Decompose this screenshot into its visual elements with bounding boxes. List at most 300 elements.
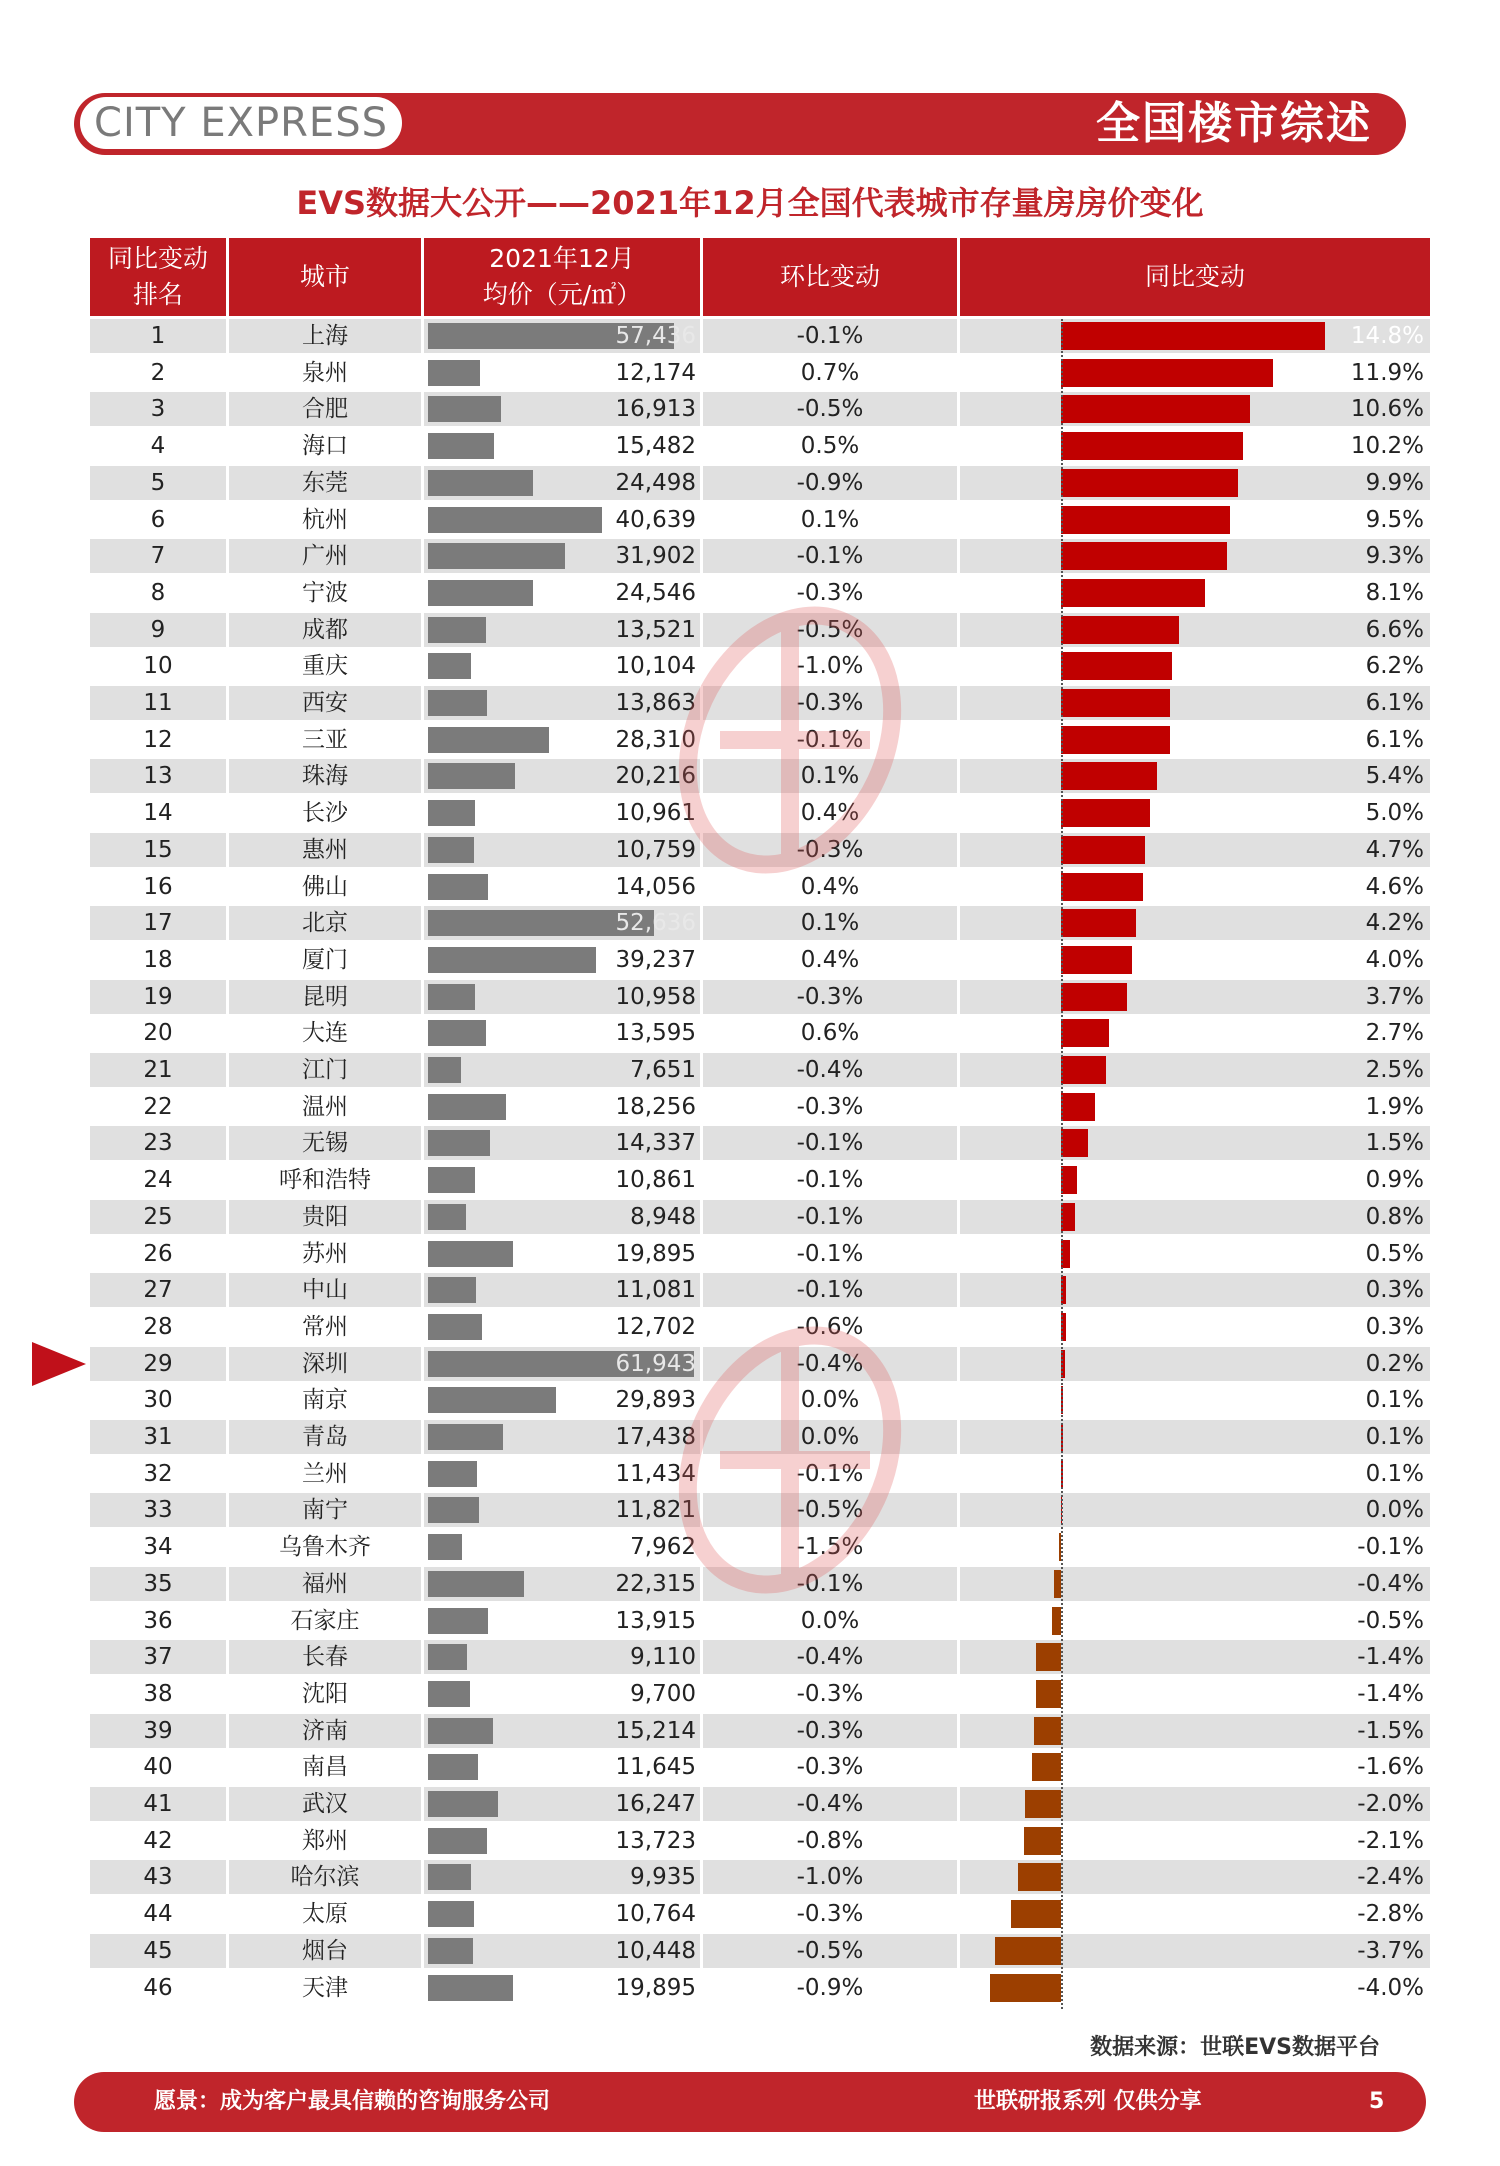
yoy-cell	[960, 1310, 1430, 1344]
city-cell: 中山	[229, 1273, 421, 1307]
city-cell: 济南	[229, 1714, 421, 1748]
col-mom	[703, 238, 957, 316]
yoy-value: 6.2%	[1365, 653, 1424, 680]
yoy-value: 8.1%	[1365, 579, 1424, 606]
yoy-cell	[960, 906, 1430, 940]
city-cell: 南京	[229, 1383, 421, 1417]
price-bar	[428, 1094, 506, 1120]
rank-cell: 45	[90, 1934, 226, 1968]
yoy-cell	[960, 1604, 1430, 1638]
yoy-cell	[960, 1493, 1430, 1527]
mom-cell: -0.4%	[703, 1053, 957, 1087]
price-value: 11,645	[615, 1754, 696, 1781]
mom-cell: -0.1%	[703, 1273, 957, 1307]
city-cell: 兰州	[229, 1457, 421, 1491]
yoy-value: 10.2%	[1350, 433, 1424, 460]
col-price	[424, 238, 700, 316]
price-bar	[428, 396, 501, 422]
mom-cell: -0.1%	[703, 1163, 957, 1197]
yoy-cell	[960, 539, 1430, 573]
yoy-cell	[960, 1016, 1430, 1050]
city-cell: 青岛	[229, 1420, 421, 1454]
rank-cell: 17	[90, 906, 226, 940]
yoy-value: -4.0%	[1357, 1974, 1424, 2001]
yoy-cell	[960, 429, 1430, 463]
price-value: 11,821	[615, 1497, 696, 1524]
yoy-value: -0.1%	[1357, 1534, 1424, 1561]
price-bar	[428, 1571, 524, 1597]
yoy-cell	[960, 613, 1430, 647]
table-row	[0, 539, 1500, 573]
price-bar	[428, 1828, 487, 1854]
yoy-cell	[960, 1420, 1430, 1454]
price-value: 11,081	[615, 1277, 696, 1304]
col-rank-label-1: 同比变动	[107, 244, 208, 273]
price-value: 19,895	[615, 1240, 696, 1267]
yoy-bar	[1061, 726, 1170, 754]
yoy-bar	[1061, 506, 1230, 534]
yoy-value: 0.1%	[1365, 1460, 1424, 1487]
mom-cell: -0.5%	[703, 392, 957, 426]
yoy-cell	[960, 1090, 1430, 1124]
price-value: 16,913	[615, 396, 696, 423]
price-value: 7,962	[630, 1534, 696, 1561]
mom-cell: -0.3%	[703, 1090, 957, 1124]
price-bar	[428, 984, 475, 1010]
rank-cell: 25	[90, 1200, 226, 1234]
table-header	[0, 238, 1500, 316]
yoy-value: -1.5%	[1357, 1717, 1424, 1744]
price-cell	[424, 1053, 700, 1087]
city-cell: 太原	[229, 1897, 421, 1931]
rank-cell: 21	[90, 1053, 226, 1087]
yoy-value: 10.6%	[1350, 396, 1424, 423]
mom-cell: -1.0%	[703, 649, 957, 683]
col-mom-label: 环比变动	[779, 262, 880, 291]
mom-cell: -0.9%	[703, 1971, 957, 2005]
rank-cell: 32	[90, 1457, 226, 1491]
rank-cell: 19	[90, 980, 226, 1014]
price-cell	[424, 319, 700, 353]
table-row	[0, 1934, 1500, 1968]
yoy-cell	[960, 1457, 1430, 1491]
mom-cell: -0.1%	[703, 539, 957, 573]
price-bar	[428, 507, 602, 533]
price-cell	[424, 1090, 700, 1124]
rank-cell: 28	[90, 1310, 226, 1344]
city-cell: 江门	[229, 1053, 421, 1087]
rank-cell: 13	[90, 759, 226, 793]
yoy-cell	[960, 1677, 1430, 1711]
yoy-cell	[960, 1860, 1430, 1894]
price-bar	[428, 1644, 467, 1670]
mom-cell: -0.8%	[703, 1824, 957, 1858]
city-cell: 西安	[229, 686, 421, 720]
yoy-value: 5.4%	[1365, 763, 1424, 790]
table-row	[0, 1750, 1500, 1784]
mom-cell: -0.5%	[703, 613, 957, 647]
yoy-cell	[960, 1383, 1430, 1417]
price-cell	[424, 1237, 700, 1271]
yoy-value: 9.5%	[1365, 506, 1424, 533]
table-row	[0, 1677, 1500, 1711]
footer-slogan: 愿景：成为客户最具信赖的咨询服务公司	[154, 2089, 551, 2114]
price-cell	[424, 1016, 700, 1050]
col-city	[229, 238, 421, 316]
table-row	[0, 392, 1500, 426]
rank-cell: 18	[90, 943, 226, 977]
rank-cell: 3	[90, 392, 226, 426]
city-cell: 长春	[229, 1640, 421, 1674]
mom-cell: 0.6%	[703, 1016, 957, 1050]
city-cell: 常州	[229, 1310, 421, 1344]
price-value: 52,636	[615, 910, 696, 937]
col-price-label-1: 2021年12月	[489, 244, 635, 273]
mom-cell: -0.3%	[703, 1897, 957, 1931]
yoy-value: -1.4%	[1357, 1644, 1424, 1671]
mom-cell: -0.3%	[703, 1714, 957, 1748]
rank-cell: 46	[90, 1971, 226, 2005]
rank-cell: 30	[90, 1383, 226, 1417]
yoy-value: 2.7%	[1365, 1020, 1424, 1047]
yoy-bar	[1061, 946, 1132, 974]
rank-cell: 26	[90, 1237, 226, 1271]
price-value: 14,337	[615, 1130, 696, 1157]
yoy-value: 6.6%	[1365, 616, 1424, 643]
table-row	[0, 1640, 1500, 1674]
price-value: 9,110	[630, 1644, 696, 1671]
price-cell	[424, 870, 700, 904]
yoy-bar	[1061, 799, 1150, 827]
city-cell: 哈尔滨	[229, 1860, 421, 1894]
table-row	[0, 466, 1500, 500]
table-row	[0, 1200, 1500, 1234]
price-value: 12,702	[615, 1313, 696, 1340]
price-cell	[424, 906, 700, 940]
mom-cell: -0.6%	[703, 1310, 957, 1344]
rank-cell: 40	[90, 1750, 226, 1784]
price-cell	[424, 466, 700, 500]
city-cell: 重庆	[229, 649, 421, 683]
price-cell	[424, 613, 700, 647]
price-value: 17,438	[615, 1424, 696, 1450]
rank-cell: 2	[90, 356, 226, 390]
yoy-value: 0.9%	[1365, 1167, 1424, 1194]
table-row	[0, 1714, 1500, 1748]
price-cell	[424, 1457, 700, 1491]
rank-cell: 34	[90, 1530, 226, 1564]
price-bar	[428, 690, 487, 716]
mom-cell: -1.5%	[703, 1530, 957, 1564]
rank-cell: 1	[90, 319, 226, 353]
data-source: 数据来源：世联EVS数据平台	[1090, 2035, 1380, 2060]
city-cell: 上海	[229, 319, 421, 353]
mom-cell: -0.1%	[703, 1237, 957, 1271]
yoy-bar	[1011, 1900, 1061, 1928]
city-cell: 深圳	[229, 1347, 421, 1381]
yoy-cell	[960, 759, 1430, 793]
yoy-value: 3.7%	[1365, 983, 1424, 1010]
city-cell: 烟台	[229, 1934, 421, 1968]
city-cell: 合肥	[229, 392, 421, 426]
yoy-value: -2.1%	[1357, 1827, 1424, 1854]
price-cell	[424, 1640, 700, 1674]
page-title: EVS数据大公开——2021年12月全国代表城市存量房房价变化	[296, 184, 1204, 222]
price-value: 13,521	[615, 616, 696, 643]
yoy-bar	[1061, 1093, 1095, 1121]
yoy-cell	[960, 686, 1430, 720]
yoy-value: 5.0%	[1365, 800, 1424, 827]
yoy-cell	[960, 1934, 1430, 1968]
yoy-bar	[1061, 469, 1238, 497]
city-cell: 石家庄	[229, 1604, 421, 1638]
price-value: 14,056	[615, 873, 696, 900]
price-cell	[424, 1714, 700, 1748]
yoy-cell	[960, 1530, 1430, 1564]
price-cell	[424, 1897, 700, 1931]
yoy-cell	[960, 1750, 1430, 1784]
yoy-bar	[1061, 432, 1243, 460]
rank-cell: 20	[90, 1016, 226, 1050]
table-row	[0, 1090, 1500, 1124]
rank-cell: 38	[90, 1677, 226, 1711]
mom-cell: -0.4%	[703, 1787, 957, 1821]
yoy-value: -1.4%	[1357, 1680, 1424, 1707]
yoy-value: 1.9%	[1365, 1093, 1424, 1120]
city-cell: 三亚	[229, 723, 421, 757]
yoy-bar	[1061, 983, 1127, 1011]
mom-cell: -0.5%	[703, 1493, 957, 1527]
price-bar	[428, 1497, 479, 1523]
footer-bar	[74, 2072, 1426, 2132]
price-bar	[428, 1901, 474, 1927]
yoy-value: -0.5%	[1357, 1607, 1424, 1634]
yoy-value: -2.4%	[1357, 1864, 1424, 1891]
price-cell	[424, 1787, 700, 1821]
yoy-value: 4.6%	[1365, 873, 1424, 900]
yoy-bar	[1036, 1643, 1061, 1671]
yoy-bar	[1061, 873, 1143, 901]
mom-cell: 0.4%	[703, 870, 957, 904]
yoy-bar	[1052, 1607, 1061, 1635]
mom-cell: -0.3%	[703, 1677, 957, 1711]
city-cell: 东莞	[229, 466, 421, 500]
price-bar	[428, 1534, 462, 1560]
price-value: 20,216	[615, 763, 696, 790]
mom-cell: -0.3%	[703, 1750, 957, 1784]
mom-cell: -0.3%	[703, 576, 957, 610]
city-cell: 广州	[229, 539, 421, 573]
city-cell: 呼和浩特	[229, 1163, 421, 1197]
price-value: 10,961	[615, 800, 696, 827]
price-bar	[428, 1204, 466, 1230]
price-bar	[428, 653, 471, 679]
yoy-cell	[960, 392, 1430, 426]
highlight-arrow-icon	[32, 1342, 86, 1386]
yoy-bar	[1061, 1129, 1088, 1157]
rank-cell: 41	[90, 1787, 226, 1821]
price-value: 29,893	[615, 1387, 696, 1414]
yoy-bar	[1061, 652, 1172, 680]
price-cell	[424, 649, 700, 683]
price-value: 19,895	[615, 1974, 696, 2001]
mom-cell: -0.1%	[703, 1126, 957, 1160]
rank-cell: 35	[90, 1567, 226, 1601]
price-bar	[428, 1791, 498, 1817]
price-value: 61,943	[615, 1350, 696, 1377]
rank-cell: 8	[90, 576, 226, 610]
rank-cell: 12	[90, 723, 226, 757]
mom-cell: 0.1%	[703, 503, 957, 537]
yoy-bar	[1025, 1790, 1061, 1818]
yoy-value: 11.9%	[1350, 359, 1424, 386]
table-row	[0, 1824, 1500, 1858]
table-row	[0, 1237, 1500, 1271]
yoy-bar	[1061, 322, 1325, 350]
yoy-cell	[960, 1824, 1430, 1858]
mom-cell: 0.0%	[703, 1420, 957, 1454]
yoy-cell	[960, 1971, 1430, 2005]
city-cell: 天津	[229, 1971, 421, 2005]
city-cell: 成都	[229, 613, 421, 647]
city-cell: 珠海	[229, 759, 421, 793]
table-row	[0, 1860, 1500, 1894]
yoy-bar	[1034, 1717, 1061, 1745]
city-cell: 温州	[229, 1090, 421, 1124]
table-row	[0, 1053, 1500, 1087]
price-value: 15,214	[615, 1717, 696, 1744]
yoy-zero-line	[1061, 319, 1063, 2009]
price-cell	[424, 1934, 700, 1968]
mom-cell: 0.5%	[703, 429, 957, 463]
rank-cell: 39	[90, 1714, 226, 1748]
price-bar	[428, 763, 515, 789]
rank-cell: 9	[90, 613, 226, 647]
price-bar	[428, 1461, 477, 1487]
yoy-cell	[960, 1567, 1430, 1601]
price-value: 9,700	[630, 1680, 696, 1707]
yoy-bar	[1061, 359, 1273, 387]
yoy-cell	[960, 1053, 1430, 1087]
yoy-cell	[960, 980, 1430, 1014]
price-cell	[424, 943, 700, 977]
mom-cell: 0.1%	[703, 759, 957, 793]
mom-cell: -0.1%	[703, 1200, 957, 1234]
yoy-cell	[960, 796, 1430, 830]
yoy-value: 0.3%	[1365, 1277, 1424, 1304]
mom-cell: -1.0%	[703, 1860, 957, 1894]
price-value: 9,935	[630, 1864, 696, 1891]
watermark-icon	[660, 1310, 920, 1610]
yoy-value: 4.2%	[1365, 910, 1424, 937]
price-cell	[424, 1126, 700, 1160]
rank-cell: 11	[90, 686, 226, 720]
mom-cell: -0.1%	[703, 723, 957, 757]
price-bar	[428, 1754, 478, 1780]
price-value: 10,448	[615, 1937, 696, 1964]
yoy-cell	[960, 1200, 1430, 1234]
price-bar	[428, 433, 494, 459]
city-cell: 郑州	[229, 1824, 421, 1858]
table-row	[0, 429, 1500, 463]
city-cell: 南昌	[229, 1750, 421, 1784]
mom-cell: -0.1%	[703, 319, 957, 353]
yoy-value: -2.0%	[1357, 1791, 1424, 1817]
yoy-value: 1.5%	[1365, 1130, 1424, 1157]
price-value: 10,759	[615, 836, 696, 863]
yoy-cell	[960, 833, 1430, 867]
city-cell: 贵阳	[229, 1200, 421, 1234]
price-value: 31,902	[615, 543, 696, 570]
table-row	[0, 1787, 1500, 1821]
table-row	[0, 1897, 1500, 1931]
price-bar	[428, 1681, 470, 1707]
rank-cell: 14	[90, 796, 226, 830]
price-cell	[424, 392, 700, 426]
price-value: 22,315	[615, 1570, 696, 1597]
mom-cell: -0.5%	[703, 1934, 957, 1968]
price-value: 28,310	[615, 726, 696, 753]
yoy-value: -2.8%	[1357, 1901, 1424, 1928]
yoy-bar	[1061, 762, 1157, 790]
yoy-cell	[960, 649, 1430, 683]
watermark-icon	[660, 590, 920, 890]
col-price-label-2: 均价（元/㎡）	[482, 280, 642, 309]
price-value: 13,915	[615, 1607, 696, 1634]
table-row	[0, 980, 1500, 1014]
rank-cell: 16	[90, 870, 226, 904]
rank-cell: 36	[90, 1604, 226, 1638]
mom-cell: -0.9%	[703, 466, 957, 500]
city-cell: 沈阳	[229, 1677, 421, 1711]
price-bar	[428, 543, 565, 569]
yoy-bar	[1061, 909, 1136, 937]
price-cell	[424, 1567, 700, 1601]
price-cell	[424, 1420, 700, 1454]
yoy-value: 4.7%	[1365, 836, 1424, 863]
price-cell	[424, 1200, 700, 1234]
yoy-cell	[960, 1787, 1430, 1821]
rank-cell: 37	[90, 1640, 226, 1674]
city-cell: 厦门	[229, 943, 421, 977]
table-row	[0, 943, 1500, 977]
city-cell: 北京	[229, 906, 421, 940]
price-bar	[428, 1864, 471, 1890]
price-cell	[424, 1750, 700, 1784]
rank-cell: 5	[90, 466, 226, 500]
price-cell	[424, 1493, 700, 1527]
yoy-bar	[1061, 1056, 1106, 1084]
mom-cell: 0.0%	[703, 1383, 957, 1417]
col-city-label: 城市	[299, 262, 350, 291]
price-bar	[428, 1718, 493, 1744]
table-row	[0, 503, 1500, 537]
yoy-value: 0.3%	[1365, 1313, 1424, 1340]
price-value: 18,256	[615, 1093, 696, 1120]
price-cell	[424, 1310, 700, 1344]
city-cell: 泉州	[229, 356, 421, 390]
yoy-value: 6.1%	[1365, 690, 1424, 716]
mom-cell: -0.1%	[703, 1567, 957, 1601]
price-bar	[428, 470, 533, 496]
rank-cell: 22	[90, 1090, 226, 1124]
city-cell: 南宁	[229, 1493, 421, 1527]
mom-cell: 0.1%	[703, 906, 957, 940]
yoy-cell	[960, 1347, 1430, 1381]
city-cell: 佛山	[229, 870, 421, 904]
price-cell	[424, 576, 700, 610]
price-value: 24,498	[615, 469, 696, 496]
